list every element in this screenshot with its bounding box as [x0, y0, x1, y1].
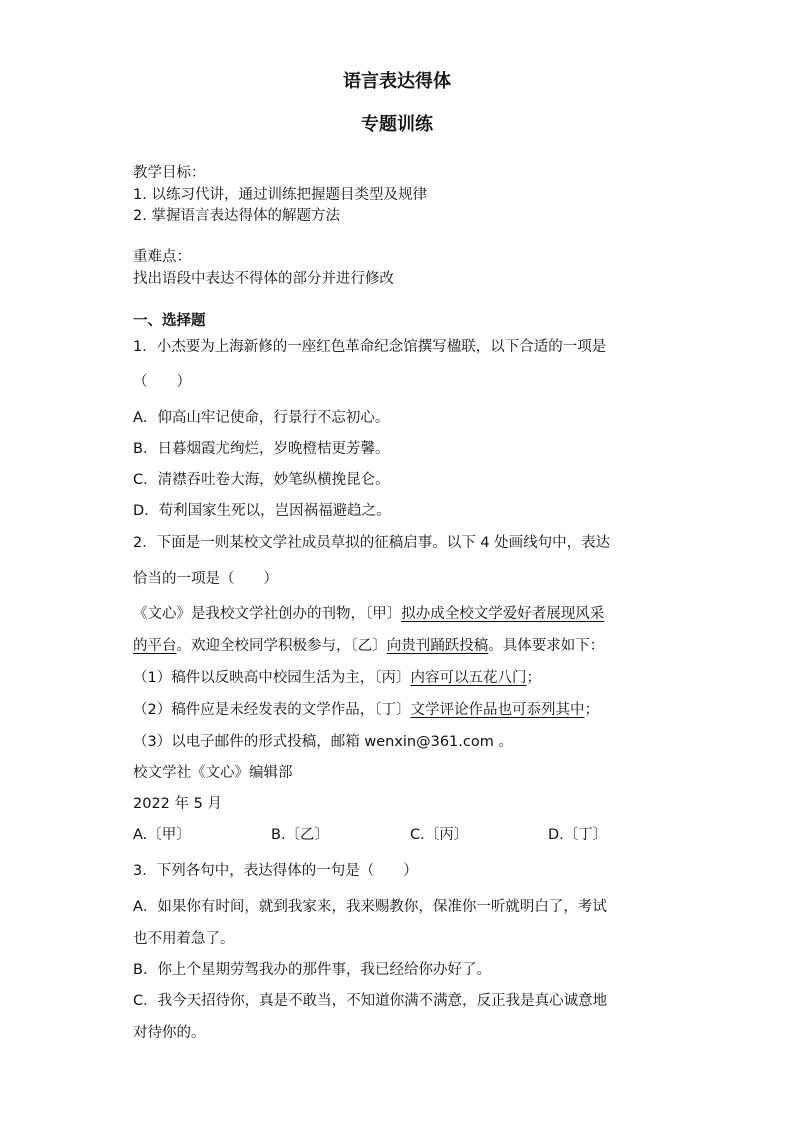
q1-blank: （ ） — [133, 374, 191, 390]
notice-text: ； — [526, 670, 541, 686]
notice-line — [133, 700, 599, 720]
q1-option: C．清襟吞吐卷大海，妙笔纵横挽昆仑。 — [133, 472, 390, 488]
key-points-text: 找出语段中表达不得体的部分并进行修改 — [133, 271, 394, 287]
q1-option: B．日暮烟霞尤绚烂，岁晚橙桔更芳馨。 — [133, 441, 390, 457]
goal-item: 2. 掌握语言表达得体的解题方法 — [133, 208, 340, 224]
notice-text: ； — [584, 702, 599, 718]
section-heading: 一、选择题 — [133, 313, 206, 329]
notice-signature: 校文学社《文心》编辑部 — [133, 765, 293, 781]
q2-option: C.〔丙〕 — [410, 827, 469, 843]
goal-item: 1. 以练习代讲，通过训练把握题目类型及规律 — [133, 187, 427, 203]
q2-option: D.〔丁〕 — [548, 827, 608, 843]
q3-stem: 3．下列各句中，表达得体的一句是（ ） — [133, 863, 418, 879]
underlined-sentence-ding: 文学评论作品也可忝列其中 — [410, 702, 585, 718]
notice-line — [133, 604, 604, 624]
q2-option: B.〔乙〕 — [271, 827, 330, 843]
underlined-sentence-yi: 向贵刊踊跃投稿 — [386, 638, 489, 654]
key-points-heading: 重难点： — [133, 249, 191, 265]
document-subtitle: 专题训练 — [361, 114, 433, 135]
q2-option: A.〔甲〕 — [133, 827, 191, 843]
underlined-sentence-jia: 的平台 — [133, 638, 177, 654]
q3-option: A．如果你有时间，就到我家来，我来赐教你，保准你一听就明白了，考试 — [133, 899, 607, 915]
q3-option-continued: 对待你的。 — [133, 1025, 206, 1041]
notice-line: （3）以电子邮件的形式投稿，邮箱 wenxin@361.com 。 — [133, 734, 513, 750]
document-title: 语言表达得体 — [343, 71, 451, 92]
notice-text: 。欢迎全校同学积极参与，〔乙〕 — [176, 638, 387, 654]
notice-text: （1）稿件以反映高中校园生活为主，〔丙〕 — [133, 670, 411, 686]
q2-stem: 恰当的一项是（ ） — [133, 571, 278, 587]
q1-option: D．苟利国家生死以，岂因祸福避趋之。 — [133, 503, 391, 519]
underlined-sentence-jia: 拟办成全校文学爱好者展现风采 — [401, 606, 605, 622]
notice-line — [133, 636, 604, 656]
notice-line — [133, 668, 541, 688]
q2-stem: 2．下面是一则某校文学社成员草拟的征稿启事。以下 4 处画线句中，表达 — [133, 535, 611, 551]
underlined-sentence-bing: 内容可以五花八门 — [410, 670, 527, 686]
notice-text: （2）稿件应是未经发表的文学作品，〔丁〕 — [133, 702, 411, 718]
q3-option: B．你上个星期劳驾我办的那件事，我已经给你办好了。 — [133, 962, 491, 978]
q1-stem: 1．小杰要为上海新修的一座红色革命纪念馆撰写楹联，以下合适的一项是 — [133, 339, 607, 355]
q3-option-continued: 也不用着急了。 — [133, 931, 235, 947]
notice-text: 《文心》是我校文学社创办的刊物，〔甲〕 — [133, 606, 402, 622]
notice-text: 。具体要求如下： — [488, 638, 605, 654]
q3-option: C．我今天招待你，真是不敢当，不知道你满不满意，反正我是真心诚意地 — [133, 993, 608, 1009]
notice-date: 2022 年 5 月 — [133, 796, 222, 812]
q1-option: A．仰高山牢记使命，行景行不忘初心。 — [133, 410, 390, 426]
goals-heading: 教学目标： — [133, 165, 206, 181]
